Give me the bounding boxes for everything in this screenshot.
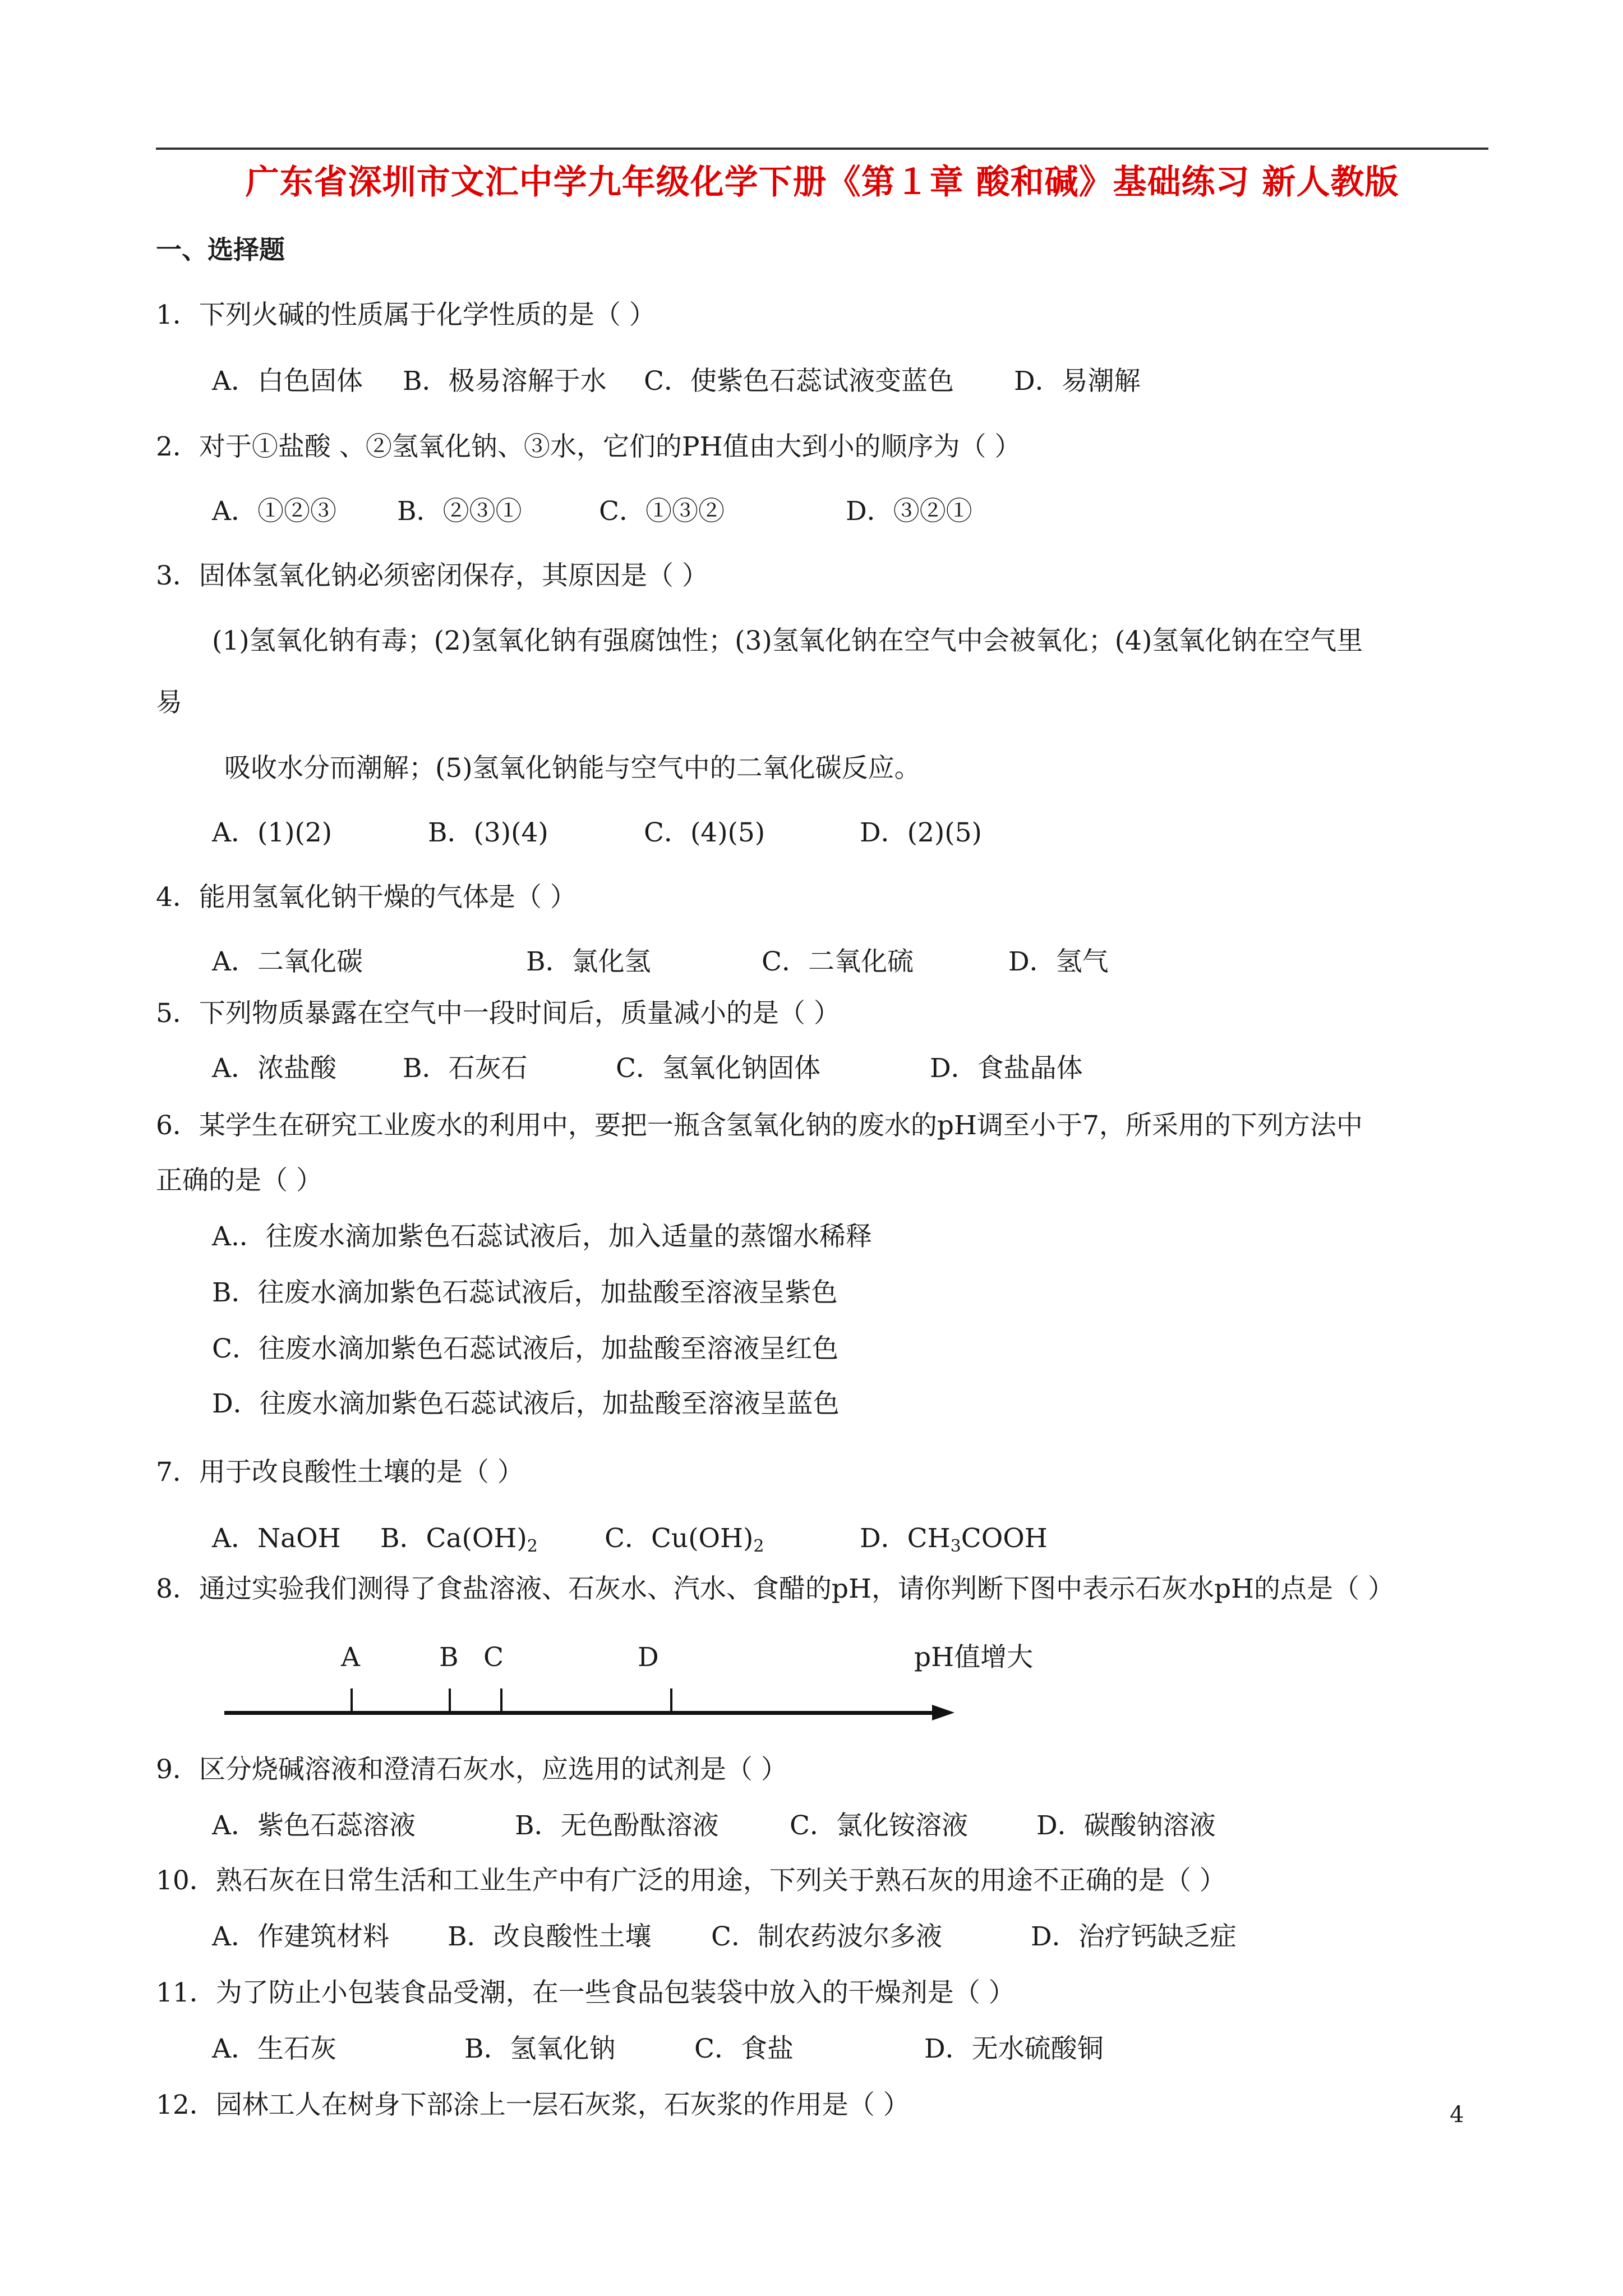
question-3-statements: (1)氢氧化钠有毒；(2)氢氧化钠有强腐蚀性；(3)氢氧化钠在空气中会被氧化；(4)氢氧化钠在空气里 [212, 625, 1363, 656]
option-d[interactable]: D．碳酸钠溶液 [1036, 1810, 1216, 1841]
option-a[interactable]: A．(1)(2) [212, 817, 333, 848]
option-c[interactable]: C．①③② [599, 496, 725, 527]
option-c[interactable]: C．氢氧化钠固体 [616, 1053, 820, 1084]
option-c[interactable]: C．二氧化硫 [762, 946, 914, 977]
option-a[interactable]: A．紫色石蕊溶液 [212, 1810, 416, 1841]
question-4: 4．能用氢氧化钠干燥的气体是（ ） [156, 882, 577, 913]
option-c[interactable]: C．氯化铵溶液 [790, 1810, 968, 1841]
page-title: 广东省深圳市文汇中学九年级化学下册《第１章 酸和碱》基础练习 新人教版 [245, 163, 1399, 202]
option-d[interactable]: D．③②① [846, 496, 972, 527]
option-a[interactable]: A.．往废水滴加紫色石蕊试液后，加入适量的蒸馏水稀释 [212, 1221, 872, 1252]
point-d-label: D [638, 1642, 659, 1673]
option-a[interactable]: A．①②③ [212, 496, 336, 527]
ph-scale-diagram [224, 1627, 1034, 1761]
option-c[interactable]: C．制农药波尔多液 [711, 1921, 942, 1952]
question-3: 3．固体氢氧化钠必须密闭保存，其原因是（ ） [156, 560, 708, 591]
option-c[interactable]: C．往废水滴加紫色石蕊试液后，加盐酸至溶液呈红色 [212, 1333, 838, 1364]
question-5: 5．下列物质暴露在空气中一段时间后，质量减小的是（ ） [156, 998, 840, 1029]
question-2: 2．对于①盐酸 、②氢氧化钠、③水，它们的PH值由大到小的顺序为（ ） [156, 431, 1021, 462]
question-10-options [212, 1917, 1237, 1957]
question-7-options [212, 1519, 1048, 1558]
point-d-tick [670, 1688, 672, 1713]
option-d[interactable]: D．$CH_3COOH$ [860, 1523, 1048, 1556]
question-10: 10．熟石灰在日常生活和工业生产中有广泛的用途，下列关于熟石灰的用途不正确的是（ ） [156, 1865, 1226, 1896]
question-11: 11．为了防止小包装食品受潮，在一些食品包装袋中放入的干燥剂是（ ） [156, 1977, 1015, 2008]
ph-axis-line [224, 1711, 937, 1715]
option-b[interactable]: B．石灰石 [403, 1053, 528, 1084]
question-6-cont: 正确的是（ ） [156, 1165, 322, 1196]
question-12: 12．园林工人在树身下部涂上一层石灰浆，石灰浆的作用是（ ） [156, 2090, 910, 2120]
question-1: 1．下列火碱的性质属于化学性质的是（ ） [156, 300, 656, 330]
option-d[interactable]: D．无水硫酸铜 [924, 2033, 1104, 2064]
option-a[interactable]: A．浓盐酸 [212, 1053, 336, 1084]
option-b[interactable]: B．氯化氢 [526, 946, 651, 977]
question-3-statements-cont: 吸收水分而潮解；(5)氢氧化钠能与空气中的二氧化碳反应。 [224, 753, 921, 784]
option-d[interactable]: D．易潮解 [1014, 366, 1141, 397]
option-b[interactable]: B．②③① [397, 496, 522, 527]
question-8: 8．通过实验我们测得了食盐溶液、石灰水、汽水、食醋的pH，请你判断下图中表示石灰水pH的点是（ ） [156, 1573, 1394, 1604]
option-b[interactable]: B．往废水滴加紫色石蕊试液后，加盐酸至溶液呈紫色 [212, 1277, 838, 1308]
question-5-options [212, 1049, 1083, 1088]
option-c[interactable]: C．$Cu(OH)_2$ [605, 1523, 764, 1556]
page-number: 4 [1450, 2102, 1464, 2128]
point-c-tick [500, 1688, 502, 1713]
point-a-label: A [341, 1642, 360, 1673]
option-b[interactable]: B．$Ca(OH)_2$ [380, 1523, 538, 1556]
question-4-options [212, 942, 1109, 982]
option-d[interactable]: D．氢气 [1008, 946, 1109, 977]
question-7: 7．用于改良酸性土壤的是（ ） [156, 1457, 524, 1488]
question-9: 9．区分烧碱溶液和澄清石灰水，应选用的试剂是（ ） [156, 1754, 787, 1785]
question-3-statements-wrap: 易 [156, 687, 182, 718]
option-d[interactable]: D．食盐晶体 [930, 1053, 1083, 1084]
question-9-options [212, 1806, 1216, 1846]
option-c[interactable]: C．(4)(5) [644, 817, 766, 848]
option-a[interactable]: A．生石灰 [212, 2033, 336, 2064]
point-a-tick [351, 1688, 353, 1713]
arrow-right-icon [932, 1705, 955, 1720]
point-c-label: C [483, 1642, 504, 1673]
option-d[interactable]: D．往废水滴加紫色石蕊试液后，加盐酸至溶液呈蓝色 [212, 1388, 840, 1419]
option-b[interactable]: B．改良酸性土壤 [448, 1921, 652, 1952]
option-d[interactable]: D．(2)(5) [860, 817, 982, 848]
option-c[interactable]: C．食盐 [694, 2033, 794, 2064]
question-11-options [212, 2030, 1104, 2069]
question-2-options [212, 492, 972, 531]
point-b-tick [449, 1688, 451, 1713]
option-b[interactable]: B．极易溶解于水 [403, 366, 607, 397]
option-a[interactable]: A．NaOH [212, 1523, 341, 1554]
option-c[interactable]: C．使紫色石蕊试液变蓝色 [644, 366, 954, 397]
header-rule [156, 148, 1488, 150]
axis-label: pH值增大 [914, 1642, 1034, 1673]
option-b[interactable]: B．无色酚酞溶液 [515, 1810, 719, 1841]
option-a[interactable]: A．作建筑材料 [212, 1921, 389, 1952]
question-6: 6．某学生在研究工业废水的利用中，要把一瓶含氢氧化钠的废水的pH调至小于7，所采用的下列方法中 [156, 1110, 1363, 1141]
option-a[interactable]: A．二氧化碳 [212, 946, 363, 977]
question-1-options [212, 362, 1141, 401]
option-b[interactable]: B．氢氧化钠 [464, 2033, 616, 2064]
point-b-label: B [439, 1642, 459, 1673]
option-a[interactable]: A．白色固体 [212, 366, 363, 397]
question-3-options [212, 813, 982, 853]
section-heading: 一、选择题 [156, 234, 285, 265]
option-d[interactable]: D．治疗钙缺乏症 [1031, 1921, 1237, 1952]
option-b[interactable]: B．(3)(4) [428, 817, 548, 848]
